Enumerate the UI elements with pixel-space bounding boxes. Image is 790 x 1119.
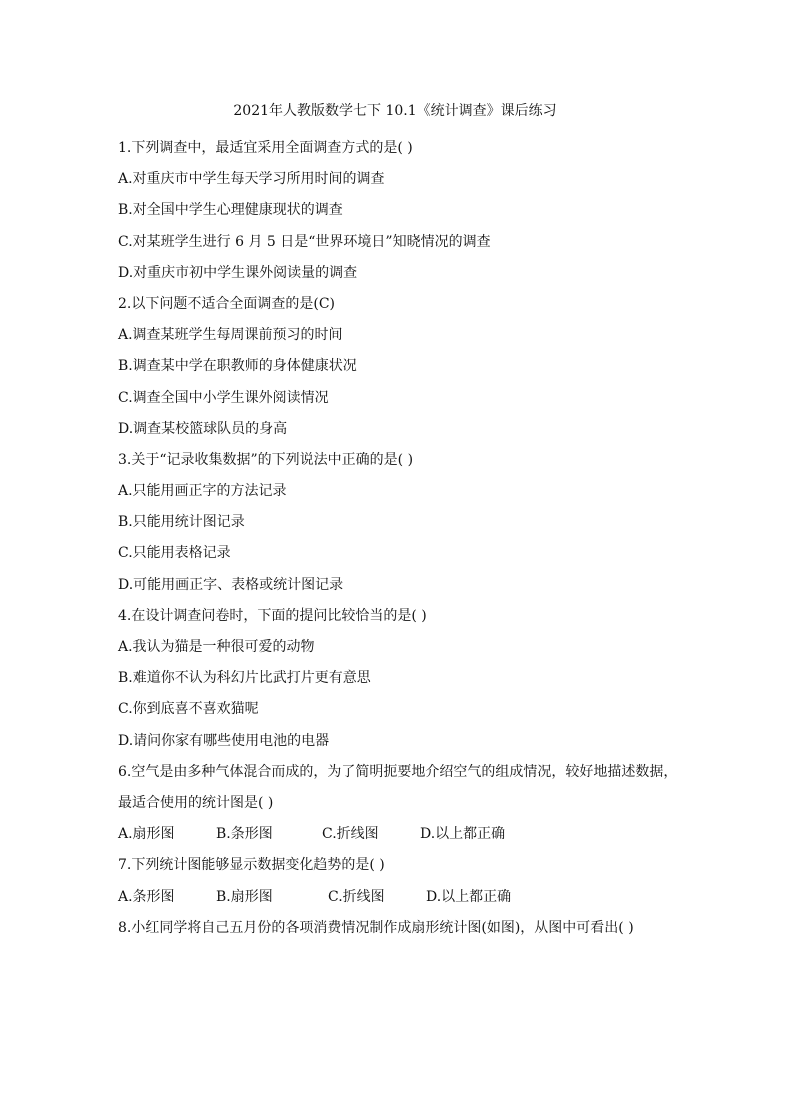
option-c: C.你到底喜不喜欢猫呢 [118,701,259,718]
option-d: D.对重庆市初中学生课外阅读量的调查 [118,264,358,281]
option-c: C.折线图 [328,888,385,905]
option-row [118,819,678,850]
option-a: A.只能用画正字的方法记录 [118,483,287,500]
question-2 [118,289,678,445]
option-b: B.难道你不认为科幻片比武打片更有意思 [118,670,371,687]
option-d: D.可能用画正字、表格或统计图记录 [118,576,344,593]
question-list [118,133,678,944]
option-a: A.调查某班学生每周课前预习的时间 [118,327,343,344]
option-a: A.对重庆市中学生每天学习所用时间的调查 [118,171,385,188]
option-b: B.扇形图 [216,888,273,905]
question-8 [118,913,678,944]
option-d: D.以上都正确 [420,826,506,843]
question-stem: 1.下列调查中，最适宜采用全面调查方式的是( ) [118,140,413,156]
question-stem: 8.小红同学将自己五月份的各项消费情况制作成扇形统计图(如图)，从图中可看出( ) [118,919,634,936]
option-a: A.我认为猫是一种很可爱的动物 [118,639,315,655]
option-d: D.请问你家有哪些使用电池的电器 [118,732,330,749]
option-c: C.只能用表格记录 [118,545,231,562]
option-b: B.调查某中学在职教师的身体健康状况 [118,358,357,375]
question-stem: 2.以下问题不适合全面调查的是(C) [118,295,335,312]
document-title: 2021年人教版数学七下 10.1《统计调查》课后练习 [233,103,557,119]
option-c: C.调查全国中小学生课外阅读情况 [118,389,329,406]
option-d: D.以上都正确 [426,888,512,905]
option-b: B.只能用统计图记录 [118,514,245,531]
option-a: A.条形图 [118,888,175,905]
question-stem-line-2: 最适合使用的统计图是( ) [118,794,274,811]
option-b: B.对全国中学生心理健康现状的调查 [118,202,343,219]
question-3 [118,445,678,601]
option-c: C.对某班学生进行 6 月 5 日是“世界环境日”知晓情况的调查 [118,233,491,250]
question-stem: 7.下列统计图能够显示数据变化趋势的是( ) [118,857,385,874]
question-stem: 4.在设计调查问卷时，下面的提问比较恰当的是( ) [118,607,427,624]
question-stem: 3.关于“记录收集数据”的下列说法中正确的是( ) [118,451,414,468]
option-d: D.调查某校篮球队员的身高 [118,420,288,437]
question-stem-line-1: 6.空气是由多种气体混合而成的，为了简明扼要地介绍空气的组成情况，较好地描述数据， [118,763,678,780]
question-4 [118,601,678,757]
question-7 [118,850,678,912]
option-c: C.折线图 [322,826,379,843]
option-a: A.扇形图 [118,826,175,843]
question-1 [118,133,678,289]
question-6 [118,757,678,851]
option-b: B.条形图 [216,826,273,843]
option-row [118,882,678,913]
